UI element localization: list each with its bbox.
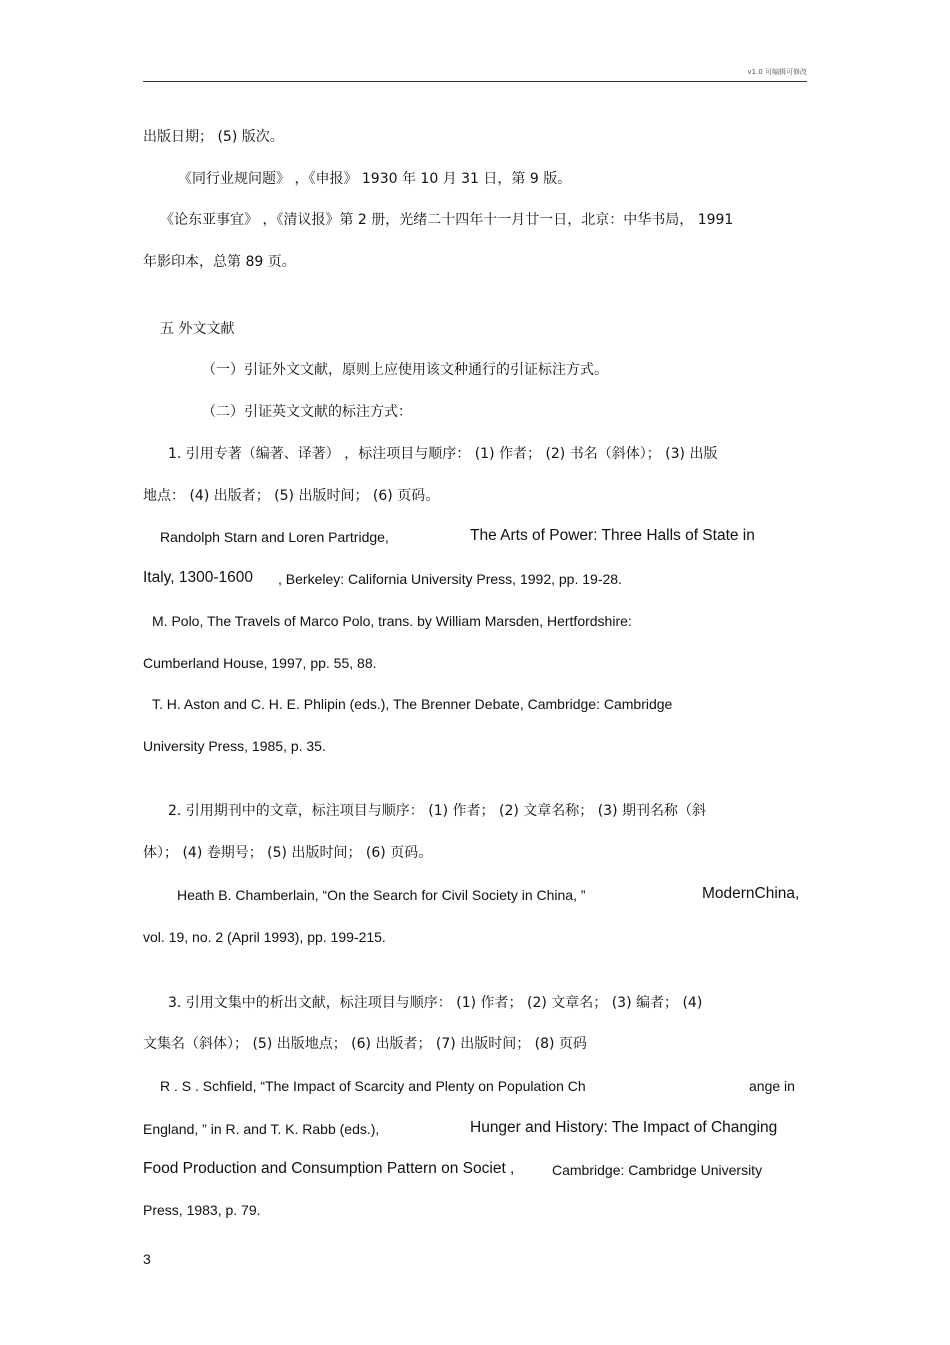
citation-example: University Press, 1985, p. 35. [143, 738, 326, 754]
citation-example: Press, 1983, p. 79. [143, 1202, 261, 1218]
section-heading: 五 外文文献 [160, 321, 235, 337]
header-rule [143, 81, 807, 82]
citation-example: Cumberland House, 1997, pp. 55, 88. [143, 655, 377, 671]
text-line: 体）； (4) 卷期号； (5) 出版时间； (6) 页码。 [143, 845, 433, 861]
citation-example: Cambridge: Cambridge University [552, 1162, 763, 1178]
collection-title: Food Production and Consumption Pattern on Societ , [143, 1160, 515, 1177]
example-book-title: The Arts of Power: Three Halls of State in [470, 527, 755, 544]
text-line: 地点： (4) 出版者； (5) 出版时间； (6) 页码。 [143, 488, 440, 504]
example-author: Randolph Starn and Loren Partridge, [160, 529, 389, 545]
citation-example: vol. 19, no. 2 (April 1993), pp. 199-215. [143, 929, 386, 945]
citation-example: England, ” in R. and T. K. Rabb (eds.), [143, 1121, 380, 1137]
collection-title: Hunger and History: The Impact of Changing [470, 1119, 778, 1136]
citation-example: R . S . Schfield, “The Impact of Scarcity and Plenty on Population Ch [160, 1078, 586, 1094]
citation-example: ange in [749, 1078, 795, 1094]
text-line: 文集名（斜体）； (5) 出版地点； (6) 出版者； (7) 出版时间； (8) 页码 [143, 1036, 587, 1052]
text-line: （二）引证英文文献的标注方式： [202, 404, 412, 420]
citation-example: T. H. Aston and C. H. E. Phlipin (eds.), The Brenner Debate, Cambridge: Cambridge [152, 696, 673, 712]
text-line: （一）引证外文文献，原则上应使用该文种通行的引证标注方式。 [202, 362, 608, 378]
citation-example: 年影印本，总第 89 页。 [143, 254, 296, 270]
example-publication: , Berkeley: California University Press, 1992, pp. 19-28. [278, 571, 622, 587]
header-note: v1.0 可编辑可修改 [747, 68, 807, 76]
example-book-title: Italy, 1300-1600 [143, 569, 254, 586]
citation-example: 《论东亚事宜》 ，《清议报》第 2 册，光绪二十四年十一月廿一日，北京：中华书局， 1991 [160, 212, 734, 228]
rule-item-3: 3. 引用文集中的析出文献，标注项目与顺序： (1) 作者； (2) 文章名； (3) 编者； (4) [168, 995, 703, 1011]
journal-title: ModernChina, [702, 885, 800, 902]
citation-example: Heath B. Chamberlain, “On the Search for Civil Society in China, ” [177, 887, 586, 903]
rule-item-1: 1. 引用专著（编著、译著） ，标注项目与顺序： (1) 作者； (2) 书名（斜体）； (3) 出版 [168, 446, 718, 462]
page-number: 3 [143, 1251, 151, 1267]
text-line: 出版日期； (5) 版次。 [143, 129, 284, 145]
citation-example: M. Polo, The Travels of Marco Polo, trans. by William Marsden, Hertfordshire: [152, 613, 632, 629]
rule-item-2: 2. 引用期刊中的文章，标注项目与顺序： (1) 作者； (2) 文章名称； (3) 期刊名称（斜 [168, 803, 707, 819]
citation-example: 《同行业规问题》 ，《申报》 1930 年 10 月 31 日，第 9 版。 [178, 171, 572, 187]
